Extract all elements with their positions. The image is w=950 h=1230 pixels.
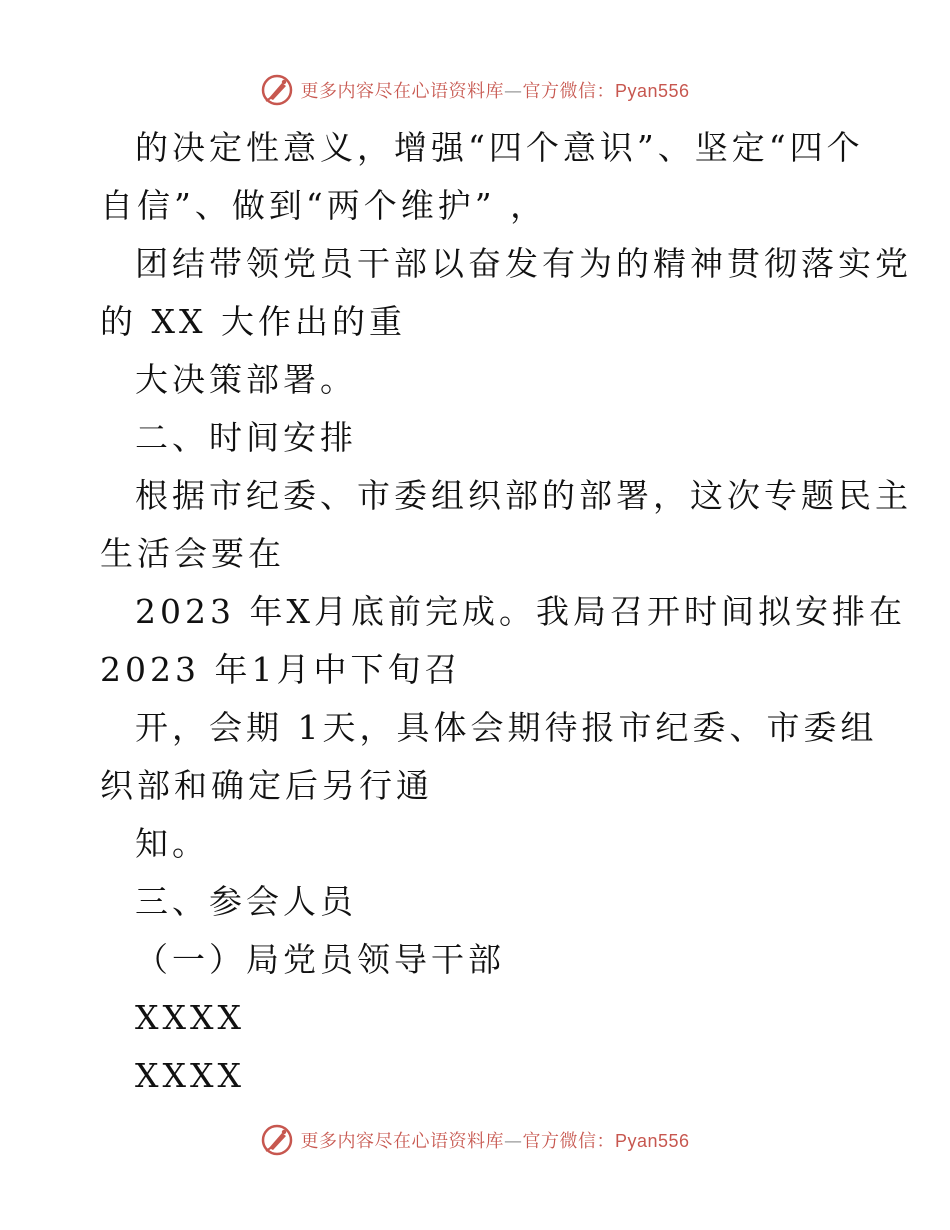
section-heading: 三、参会人员 xyxy=(135,882,357,921)
text-line: 自信”、做到“两个维护” ， xyxy=(100,186,548,225)
name-placeholder: XXXX xyxy=(135,998,245,1037)
watermark-wechat-label: 官方微信： xyxy=(522,1131,615,1152)
text-line: 知。 xyxy=(135,824,209,863)
quill-pen-logo-icon xyxy=(260,1123,294,1157)
text-line: 开，会期 1天，具体会期待报市纪委、市委组 xyxy=(135,708,878,747)
text-line: 根据市纪委、市委组织部的部署，这次专题民主 xyxy=(135,476,912,515)
text-line: 的 XX 大作出的重 xyxy=(100,302,406,341)
name-placeholder: XXXX xyxy=(135,1056,245,1095)
watermark-site: 更多内容尽在心语资料库 xyxy=(300,81,504,102)
text-line: 织部和确定后另行通 xyxy=(100,766,433,805)
watermark-text xyxy=(300,77,689,103)
watermark-text xyxy=(300,1127,689,1153)
watermark-group xyxy=(260,1123,689,1157)
watermark-separator: — xyxy=(503,1131,523,1152)
subsection-heading: （一）局党员领导干部 xyxy=(135,940,505,979)
watermark-wechat-id: Pyan556 xyxy=(614,81,690,101)
text-line: 2023 年X月底前完成。我局召开时间拟安排在 xyxy=(135,592,906,631)
watermark-group xyxy=(260,73,689,107)
text-line: 2023 年1月中下旬召 xyxy=(100,650,462,689)
text-line: 的决定性意义，增强“四个意识”、坚定“四个 xyxy=(135,128,864,167)
footer-watermark xyxy=(0,1120,950,1160)
watermark-separator: — xyxy=(503,81,523,102)
watermark-wechat-label: 官方微信： xyxy=(522,81,615,102)
watermark-wechat-id: Pyan556 xyxy=(614,1131,690,1151)
quill-pen-logo-icon xyxy=(260,73,294,107)
section-heading: 二、时间安排 xyxy=(135,418,357,457)
header-watermark xyxy=(0,70,950,110)
text-line: 团结带领党员干部以奋发有为的精神贯彻落实党 xyxy=(135,244,912,283)
text-line: 大决策部署。 xyxy=(135,360,357,399)
text-line: 生活会要在 xyxy=(100,534,285,573)
watermark-site: 更多内容尽在心语资料库 xyxy=(300,1131,504,1152)
